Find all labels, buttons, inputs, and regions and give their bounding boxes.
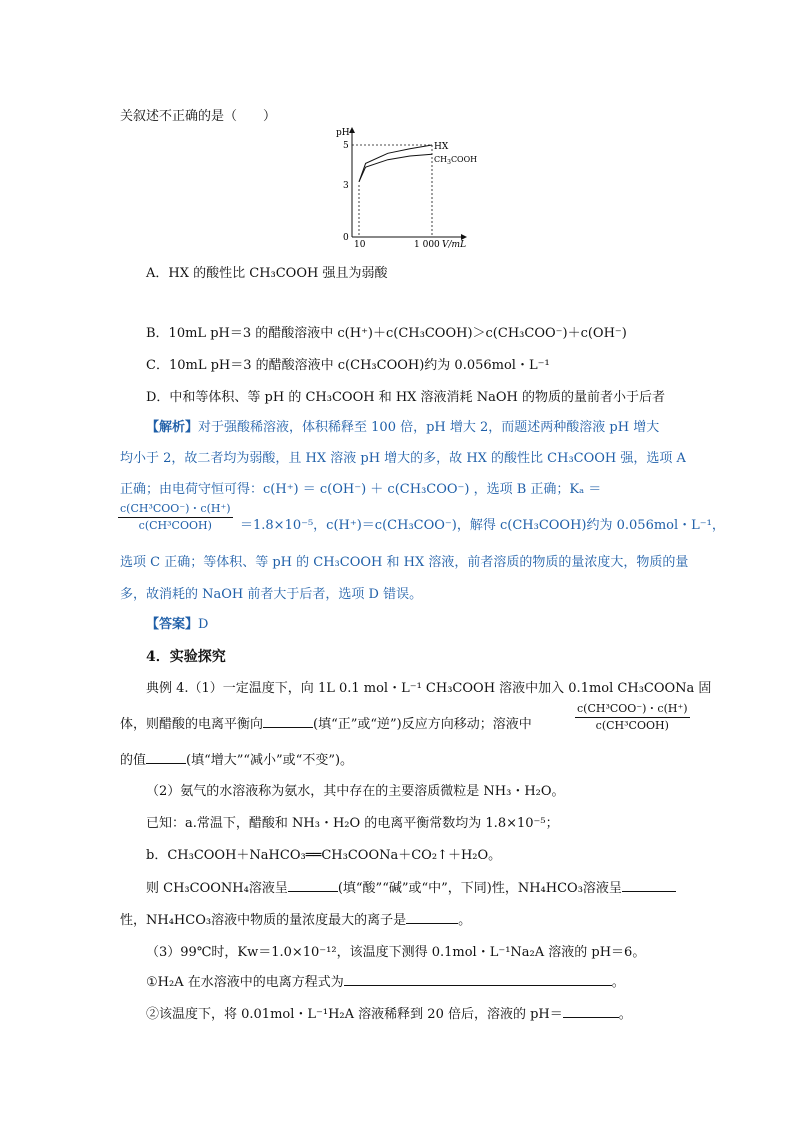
legend-ch3cooh: $CH_3COOH$	[434, 155, 478, 166]
answer-blank-2[interactable]	[146, 751, 186, 764]
answer-blank-7[interactable]	[563, 1005, 619, 1018]
y-tick-label-0: 0	[343, 233, 349, 243]
analysis-fraction	[118, 500, 233, 532]
y-tick-label-5: 5	[343, 141, 349, 151]
analysis-fraction-numerator: c(CH³COO⁻)・c(H⁺)	[118, 500, 233, 518]
example-fraction	[575, 700, 690, 732]
question-stem: 关叙述不正确的是（ ）	[120, 109, 277, 124]
answer-blank-4[interactable]	[622, 879, 676, 892]
answer-blank-6[interactable]	[344, 973, 612, 986]
analysis-line-2: 均小于 2，故二者均为弱酸，且 HX 溶液 pH 增大的多，故 HX 的酸性比 CH₃COOH 强，选项 A	[120, 451, 686, 466]
option-d: D．中和等体积、等 pH 的 CH₃COOH 和 HX 溶液消耗 NaOH 的物质的量前者小于后者	[146, 390, 665, 405]
x-axis-label: V/mL	[442, 240, 467, 250]
analysis-line-6: 多，故消耗的 NaOH 前者大于后者，选项 D 错误。	[120, 587, 423, 602]
answer-value: D	[198, 617, 209, 632]
series-hx-line	[359, 145, 432, 182]
analysis-line-5: 选项 C 正确；等体积、等 pH 的 CH₃COOH 和 HX 溶液，前者溶质的物质的量浓度大，物质的量	[120, 555, 689, 570]
example-line-8: 性，NH₄HCO₃溶液中物质的量浓度最大的离子是 。	[120, 913, 472, 928]
example-line-9: （3）99℃时，Kw＝1.0×10⁻¹²，该温度下测得 0.1mol・L⁻¹Na₂A 溶液的 pH＝6。	[146, 945, 646, 960]
example-line-11: ②该温度下，将 0.01mol・L⁻¹H₂A 溶液稀释到 20 倍后，溶液的 pH＝ 。	[146, 1007, 632, 1022]
answer-blank-3[interactable]	[288, 879, 338, 892]
option-b: B．10mL pH＝3 的醋酸溶液中 c(H⁺)＋c(CH₃COOH)＞c(CH₃COO⁻)＋c(OH⁻)	[146, 326, 627, 341]
x-tick-label-1000: 1 000	[414, 240, 440, 250]
option-a: A．HX 的酸性比 CH₃COOH 强且为弱酸	[146, 266, 388, 281]
analysis-line-4: ＝1.8×10⁻⁵，c(H⁺)＝c(CH₃COO⁻)，解得 c(CH₃COOH)约为 0.056mol・L⁻¹，	[240, 518, 725, 533]
answer	[146, 613, 208, 632]
y-axis-label: pH	[336, 128, 350, 138]
analysis-line-3: 正确；由电荷守恒可得：c(H⁺) ＝ c(OH⁻) ＋ c(CH₃COO⁻) ，选项 B 正确；Kₐ ＝	[120, 482, 602, 497]
y-axis-arrow	[349, 127, 355, 133]
analysis-fraction-denominator: c(CH³COOH)	[138, 519, 212, 532]
example-line-7: 则 CH₃COONH₄溶液呈 (填“酸”“碱”或“中”，下同)性，NH₄HCO₃溶液呈	[146, 877, 676, 896]
example-line-10: ①H₂A 在水溶液中的电离方程式为 。	[146, 975, 625, 990]
analysis-label: 【解析】	[146, 420, 199, 435]
analysis-line-1: 【解析】对于强酸稀溶液，体积稀释至 100 倍，pH 增大 2，而题述两种酸溶液 pH 增大	[146, 420, 660, 435]
legend-hx: HX	[434, 142, 449, 152]
example-line-1: 典例 4.（1）一定温度下，向 1L 0.1 mol・L⁻¹ CH₃COOH 溶液中加入 0.1mol CH₃COONa 固	[146, 681, 712, 696]
example-line-2: 体，则醋酸的电离平衡向 (填“正”或“逆”)反应方向移动；溶液中	[120, 717, 532, 732]
example-fraction-numerator: c(CH³COO⁻)・c(H⁺)	[575, 700, 690, 718]
answer-label: 【答案】	[146, 617, 199, 632]
ph-dilution-chart	[330, 125, 480, 250]
option-c: C．10mL pH＝3 的醋酸溶液中 c(CH₃COOH)约为 0.056mol・L⁻¹	[146, 358, 550, 373]
example-line-3: 的值 (填“增大”“减小”或“不变”)。	[120, 753, 354, 768]
example-line-4: （2）氨气的水溶液称为氨水，其中存在的主要溶质微粒是 NH₃・H₂O。	[146, 784, 565, 799]
answer-blank-5[interactable]	[406, 911, 458, 924]
example-line-5: 已知：a.常温下，醋酸和 NH₃・H₂O 的电离平衡常数均为 1.8×10⁻⁵；	[146, 816, 559, 831]
example-line-6: b．CH₃COOH＋NaHCO₃══CH₃COONa＋CO₂↑＋H₂O。	[146, 848, 502, 863]
section-title: 4．实验探究	[146, 649, 226, 665]
answer-blank-1[interactable]	[263, 715, 313, 728]
series-ch3cooh-line	[359, 154, 432, 182]
example-fraction-denominator: c(CH³COOH)	[595, 719, 669, 732]
y-tick-label-3: 3	[343, 181, 349, 191]
x-tick-label-10: 10	[354, 240, 366, 250]
